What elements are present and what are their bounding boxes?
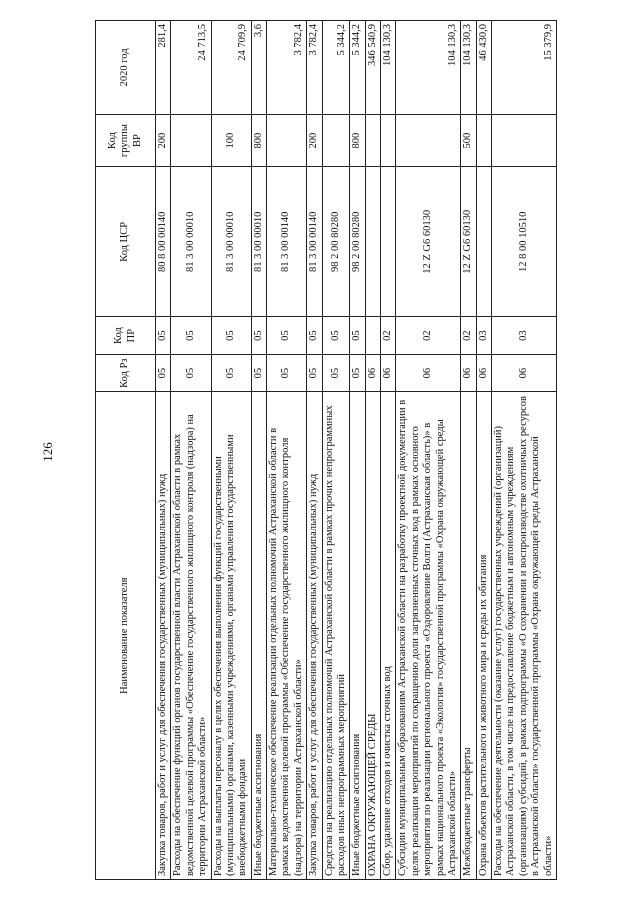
row-csr-cell: 81 3 00 00010 [211, 167, 251, 317]
row-value-cell: 3,6 [251, 21, 266, 115]
row-vr-cell [267, 114, 307, 167]
row-vr-cell [365, 114, 380, 167]
row-rz-cell: 06 [381, 354, 396, 392]
table-row [492, 21, 557, 880]
row-name-cell: Иные бюджетные ассигнования [350, 392, 365, 880]
row-csr-cell: 98 2 00 80280 [350, 167, 365, 317]
row-csr-cell [476, 167, 491, 317]
row-value-cell: 104 130,3 [461, 21, 476, 115]
row-pr-cell: 05 [251, 317, 266, 355]
table-row [211, 21, 251, 880]
row-pr-cell: 05 [350, 317, 365, 355]
row-name-cell: Субсидии муниципальным образованиям Астраханской области на разработку проектной документации в целях реализации мероприятий по сокращению доли загрязненных сточных вод в рамках основного мероприятия по реализации регионального проекта «Оздоровление Волги (Астраханская область)» в рамках национального проекта «Экология» государственной программы «Охрана окружающей среды Астраханской области» [396, 392, 461, 880]
row-csr-cell: 12 Z G6 60130 [461, 167, 476, 317]
row-pr-cell: 05 [211, 317, 251, 355]
table-row [307, 21, 322, 880]
row-name-cell: Расходы на обеспечение функций органов государственной власти Астраханской области в рамках ведомственной целевой программы «Обеспечение государственного жилищного контроля (надзора) на территории Астраханской области» [171, 392, 211, 880]
row-pr-cell: 05 [171, 317, 211, 355]
row-pr-cell: 05 [307, 317, 322, 355]
page-number: 126 [40, 442, 55, 462]
row-pr-cell: 02 [381, 317, 396, 355]
row-pr-cell: 05 [267, 317, 307, 355]
row-vr-cell: 200 [307, 114, 322, 167]
row-vr-cell: 800 [350, 114, 365, 167]
row-rz-cell: 06 [492, 354, 557, 392]
row-name-cell: Закупка товаров, работ и услуг для обеспечения государственных (муниципальных) нужд [156, 392, 171, 880]
table-row [381, 21, 396, 880]
row-pr-cell: 03 [476, 317, 491, 355]
row-vr-cell: 100 [211, 114, 251, 167]
budget-table [95, 20, 557, 880]
row-name-cell: Охрана объектов растительного и животного мира и среды их обитания [476, 392, 491, 880]
row-rz-cell: 05 [171, 354, 211, 392]
row-value-cell: 15 379,9 [492, 21, 557, 115]
header-vr: Код группы ВР [96, 114, 156, 167]
row-name-cell: Средства на реализацию отдельных полномочий Астраханской области в рамках прочих непрограммных расходов иных непрограммных мероприятий [322, 392, 350, 880]
row-rz-cell: 06 [365, 354, 380, 392]
header-rz: Код Рз [96, 354, 156, 392]
row-csr-cell: 98 2 00 80280 [322, 167, 350, 317]
row-rz-cell: 05 [350, 354, 365, 392]
row-csr-cell: 80 8 00 00140 [156, 167, 171, 317]
table-row [476, 21, 491, 880]
row-vr-cell [381, 114, 396, 167]
row-rz-cell: 06 [396, 354, 461, 392]
row-rz-cell: 05 [322, 354, 350, 392]
row-name-cell: ОХРАНА ОКРУЖАЮЩЕЙ СРЕДЫ [365, 392, 380, 880]
row-name-cell: Закупка товаров, работ и услуг для обеспечения государственных (муниципальных) нужд [307, 392, 322, 880]
row-pr-cell: 02 [461, 317, 476, 355]
row-value-cell: 24 713,5 [171, 21, 211, 115]
table-row [251, 21, 266, 880]
table-row [156, 21, 171, 880]
row-pr-cell: 02 [396, 317, 461, 355]
row-value-cell: 281,4 [156, 21, 171, 115]
row-value-cell: 5 344,2 [350, 21, 365, 115]
row-csr-cell: 81 3 00 00010 [171, 167, 211, 317]
row-vr-cell [476, 114, 491, 167]
header-pr: Код ПР [96, 317, 156, 355]
row-name-cell: Расходы на выплаты персоналу в целях обеспечения выполнения функций государственными (муниципальными) органами, казенными учреждениями, органами управления государственными внебюджетными фондами [211, 392, 251, 880]
table-row [365, 21, 380, 880]
table-body [156, 21, 557, 880]
row-pr-cell: 03 [492, 317, 557, 355]
row-csr-cell: 12 8 00 10510 [492, 167, 557, 317]
row-csr-cell: 12 Z G6 60130 [396, 167, 461, 317]
table-row [267, 21, 307, 880]
row-value-cell: 24 709,9 [211, 21, 251, 115]
row-name-cell: Сбор, удаление отходов и очистка сточных вод [381, 392, 396, 880]
row-value-cell: 5 344,2 [322, 21, 350, 115]
table-row [396, 21, 461, 880]
row-value-cell: 46 430,0 [476, 21, 491, 115]
row-value-cell: 3 782,4 [267, 21, 307, 115]
row-name-cell: Материально-техническое обеспечение реализации отдельных полномочий Астраханской области в рамках ведомственной целевой программы «Обеспечение государственного жилищного контроля (надзора) на территории Астраханской области» [267, 392, 307, 880]
row-csr-cell [365, 167, 380, 317]
row-rz-cell: 05 [251, 354, 266, 392]
row-rz-cell: 05 [211, 354, 251, 392]
row-vr-cell: 500 [461, 114, 476, 167]
row-rz-cell: 06 [476, 354, 491, 392]
row-csr-cell: 81 3 00 00140 [267, 167, 307, 317]
table-row [322, 21, 350, 880]
row-csr-cell: 81 3 00 00010 [251, 167, 266, 317]
row-name-cell: Расходы на обеспечение деятельности (оказание услуг) государственных учреждений (организаций) Астраханской области, в том числе на предоставление бюджетным и автономным учреждениям (организациям) субсидий, в рамках подпрограммы «О сохранении и воспроизводстве охотничьих ресурсов в Астраханской области» государственной программы «Охрана окружающей среды Астраханской области» [492, 392, 557, 880]
row-pr-cell: 05 [156, 317, 171, 355]
row-rz-cell: 06 [461, 354, 476, 392]
row-vr-cell: 800 [251, 114, 266, 167]
row-vr-cell [171, 114, 211, 167]
row-vr-cell [322, 114, 350, 167]
row-vr-cell [492, 114, 557, 167]
row-value-cell: 104 130,3 [396, 21, 461, 115]
row-rz-cell: 05 [307, 354, 322, 392]
row-name-cell: Иные бюджетные ассигнования [251, 392, 266, 880]
rotated-table-wrapper [95, 20, 625, 880]
header-csr: Код ЦСР [96, 167, 156, 317]
header-year: 2020 год [96, 21, 156, 115]
row-value-cell: 3 782,4 [307, 21, 322, 115]
row-csr-cell: 81 3 00 00140 [307, 167, 322, 317]
row-csr-cell [381, 167, 396, 317]
table-row [171, 21, 211, 880]
table-row [350, 21, 365, 880]
header-name: Наименование показателя [96, 392, 156, 880]
row-vr-cell: 200 [156, 114, 171, 167]
row-name-cell: Межбюджетные трансферты [461, 392, 476, 880]
row-vr-cell [396, 114, 461, 167]
row-pr-cell: 05 [322, 317, 350, 355]
row-rz-cell: 05 [267, 354, 307, 392]
table-row [461, 21, 476, 880]
row-pr-cell [365, 317, 380, 355]
row-rz-cell: 05 [156, 354, 171, 392]
table-header-row [96, 21, 156, 880]
row-value-cell: 346 540,9 [365, 21, 380, 115]
row-value-cell: 104 130,3 [381, 21, 396, 115]
